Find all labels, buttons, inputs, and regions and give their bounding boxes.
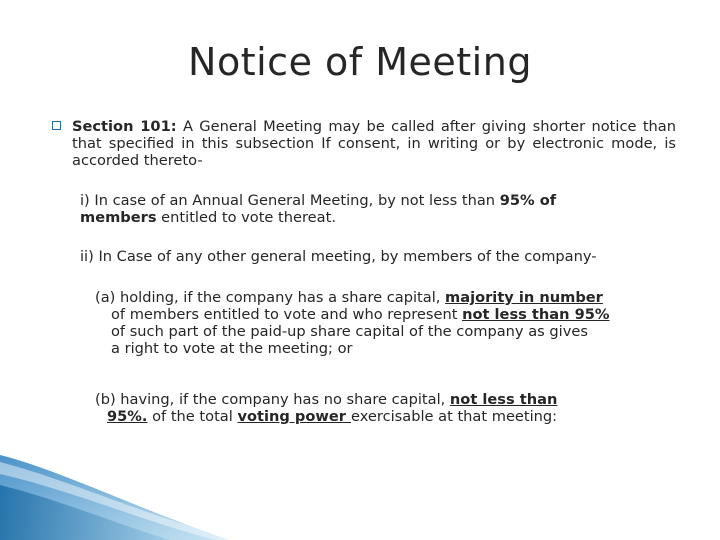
section-text: A General Meeting may be called after giving shorter notice than that specified in this subsection If consent, in writing or by electronic mode, is accorded thereto- bbox=[72, 118, 676, 169]
clause-ii: ii) In Case of any other general meeting, by members of the company- bbox=[80, 248, 597, 265]
clause-a-l1-underlined: majority in number bbox=[445, 289, 603, 306]
clause-i-post: entitled to vote thereat. bbox=[156, 209, 336, 226]
section-label: Section 101: bbox=[72, 118, 177, 135]
clause-b-l2-underlined2: voting power bbox=[237, 408, 352, 425]
clause-b-l2-underlined: 95%. bbox=[107, 408, 148, 425]
clause-a-l4: a right to vote at the meeting; or bbox=[111, 340, 353, 357]
clause-b-l1-underlined: not less than bbox=[449, 391, 558, 408]
clause-a-l3: of such part of the paid-up share capital of the company as gives bbox=[111, 323, 588, 340]
clause-b bbox=[95, 391, 655, 425]
clause-a-l1-pre: (a) holding, if the company has a share capital, bbox=[95, 289, 446, 306]
clause-b-l1-pre: (b) having, if the company has no share capital, bbox=[95, 391, 450, 408]
clause-a bbox=[95, 289, 655, 357]
slide-title: Notice of Meeting bbox=[188, 40, 532, 84]
clause-i-pre: i) In case of an Annual General Meeting, by not less than bbox=[80, 192, 500, 209]
hollow-square-bullet-icon bbox=[52, 121, 64, 133]
decorative-corner-wave bbox=[0, 440, 260, 540]
clause-i-bold2: members bbox=[80, 209, 157, 226]
clause-i-bold: 95% of bbox=[499, 192, 557, 209]
clause-i bbox=[80, 192, 640, 226]
clause-a-l2-pre: of members entitled to vote and who represent bbox=[111, 306, 463, 323]
section-paragraph bbox=[72, 118, 676, 169]
clause-b-l2-post: exercisable at that meeting: bbox=[351, 408, 558, 425]
clause-b-l2-mid: of the total bbox=[147, 408, 238, 425]
clause-a-l2-underlined: not less than 95% bbox=[462, 306, 610, 323]
